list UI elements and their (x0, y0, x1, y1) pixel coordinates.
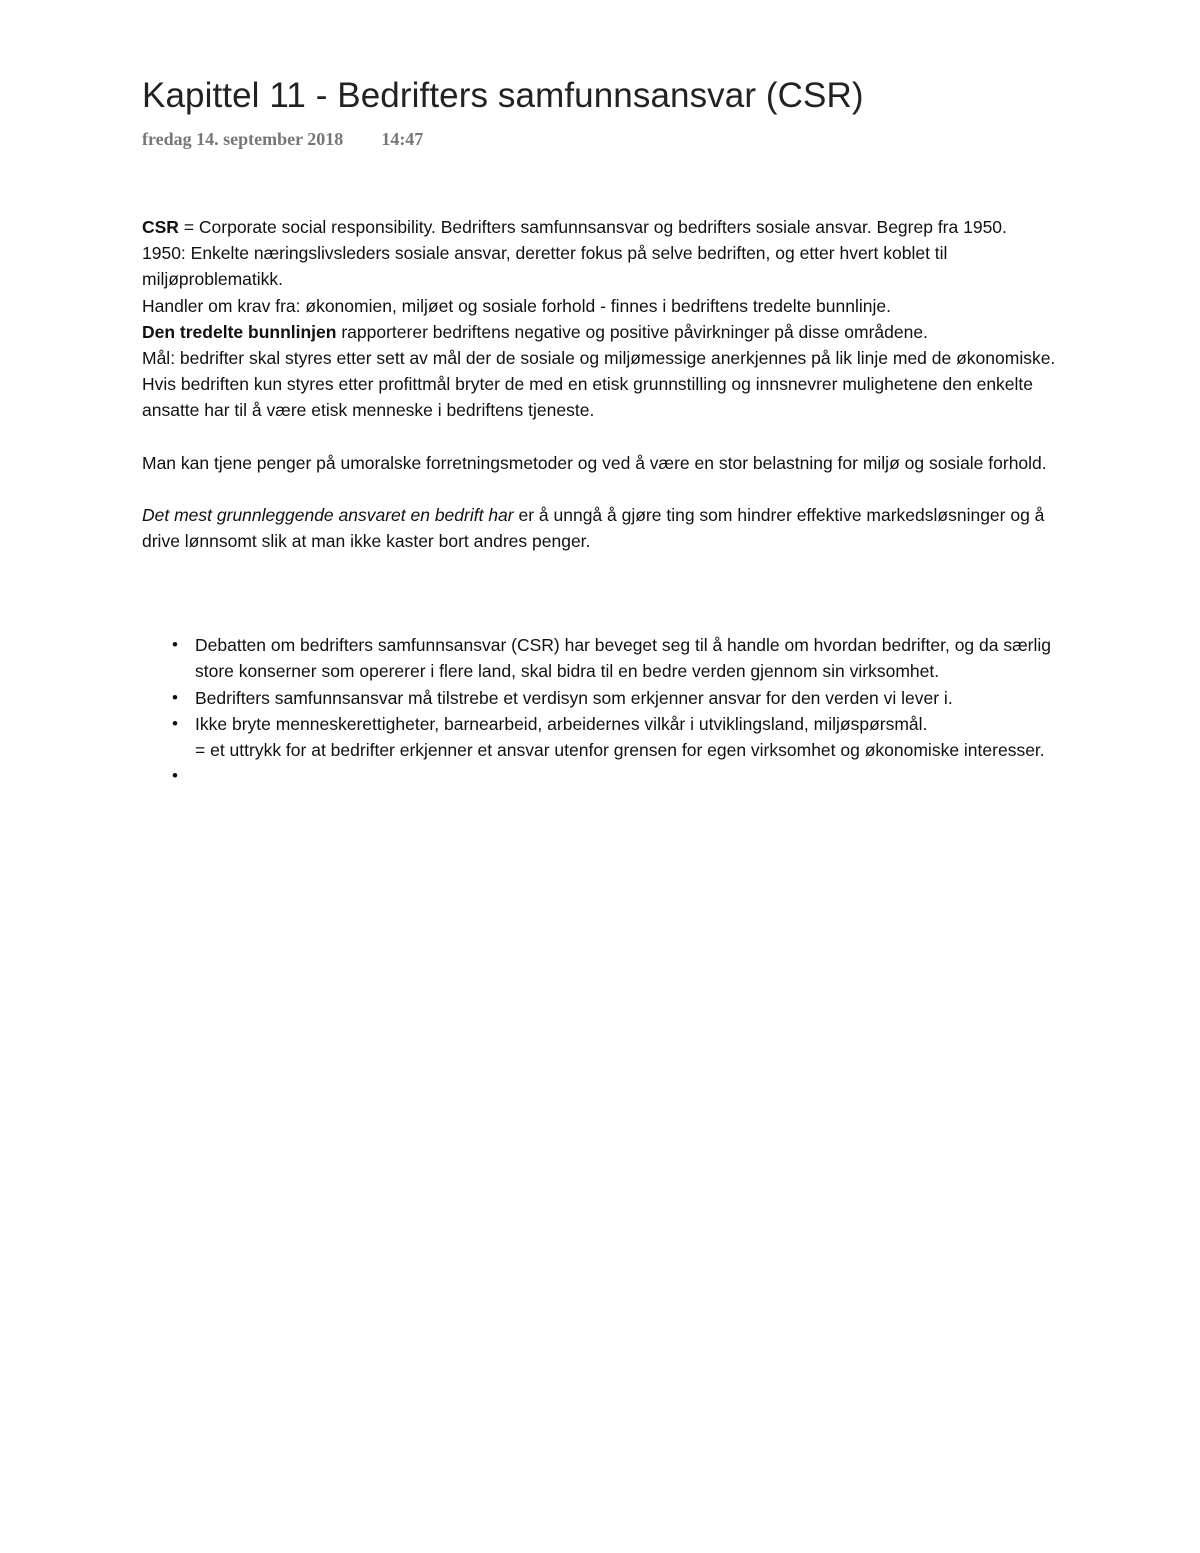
list-item-empty (172, 763, 1062, 789)
term-triple-bottom-line: Den tredelte bunnlinjen (142, 321, 337, 342)
paragraph-csr-definition (142, 214, 1062, 240)
bullet-icon: • (172, 635, 178, 655)
page-meta (142, 128, 1062, 150)
page-title: Kapittel 11 - Bedrifters samfunnsansvar (CSR) (142, 76, 864, 115)
paragraph-text: er å unngå å gjøre ting som hindrer effektive markedsløsninger og å drive lønnsomt slik at man ikke kaster bort andres penger. (142, 504, 1045, 552)
paragraph-goals: Mål: bedrifter skal styres etter sett av mål der de sosiale og miljømessige anerkjennes på lik linje med de økonomiske. (142, 348, 1056, 369)
list-item-text-continued: = et uttrykk for at bedrifter erkjenner et ansvar utenfor grensen for egen virksomhet og økonomiske interesser. (195, 740, 1045, 761)
page-time: 14:47 (381, 129, 424, 149)
paragraph-profit-goals: Hvis bedriften kun styres etter profittmål bryter de med en etisk grunnstilling og innsnevrer mulighetene den enkelte ansatte har til å være etisk menneske i bedriftens tjeneste. (142, 374, 1034, 421)
paragraph-demands: Handler om krav fra: økonomien, miljøet og sosiale forhold - finnes i bedriftens tredelte bunnlinje. (142, 295, 891, 316)
paragraph-basic-responsibility (142, 502, 1062, 554)
spacer (142, 554, 1062, 632)
list-item (172, 685, 1062, 711)
bullet-list (142, 632, 1062, 789)
emphasis-basic-responsibility: Det mest grunnleggende ansvaret en bedrift har (142, 504, 514, 525)
page-date: fredag 14. september 2018 (142, 129, 344, 149)
paragraph-history: 1950: Enkelte næringslivsleders sosiale ansvar, deretter fokus på selve bedriften, og etter hvert koblet til miljøproblematikk. (142, 243, 948, 290)
paragraph-text: = Corporate social responsibility. Bedrifters samfunnsansvar og bedrifters sosiale ansvar. Begrep fra 1950. (178, 217, 1007, 237)
bullet-icon: • (172, 713, 178, 733)
term-csr: CSR (142, 217, 179, 237)
spacer (142, 424, 1062, 450)
list-item-text: Bedrifters samfunnsansvar må tilstrebe et verdisyn som erkjenner ansvar for den verden vi lever i. (195, 687, 953, 708)
spacer (142, 476, 1062, 502)
paragraph-text: rapporterer bedriftens negative og positive påvirkninger på disse områdene. (336, 321, 928, 342)
bullet-icon: • (172, 766, 178, 786)
list-item-text: Ikke bryte menneskerettigheter, barnearbeid, arbeidernes vilkår i utviklingsland, miljøspørsmål. (195, 713, 928, 734)
list-item (172, 711, 1062, 763)
list-item (172, 632, 1062, 684)
note-body (142, 214, 1062, 789)
list-item-text: Debatten om bedrifters samfunnsansvar (CSR) har beveget seg til å handle om hvordan bedrifter, og da særlig store konserner som opererer i flere land, skal bidra til en bedre verden gjennom sin virksomhet. (195, 635, 1052, 682)
document-page (142, 74, 1062, 789)
paragraph-triple-bottom-line (142, 319, 1062, 345)
paragraph-immoral-methods: Man kan tjene penger på umoralske forretningsmetoder og ved å være en stor belastning for miljø og sosiale forhold. (142, 452, 1047, 473)
bullet-icon: • (172, 687, 178, 707)
